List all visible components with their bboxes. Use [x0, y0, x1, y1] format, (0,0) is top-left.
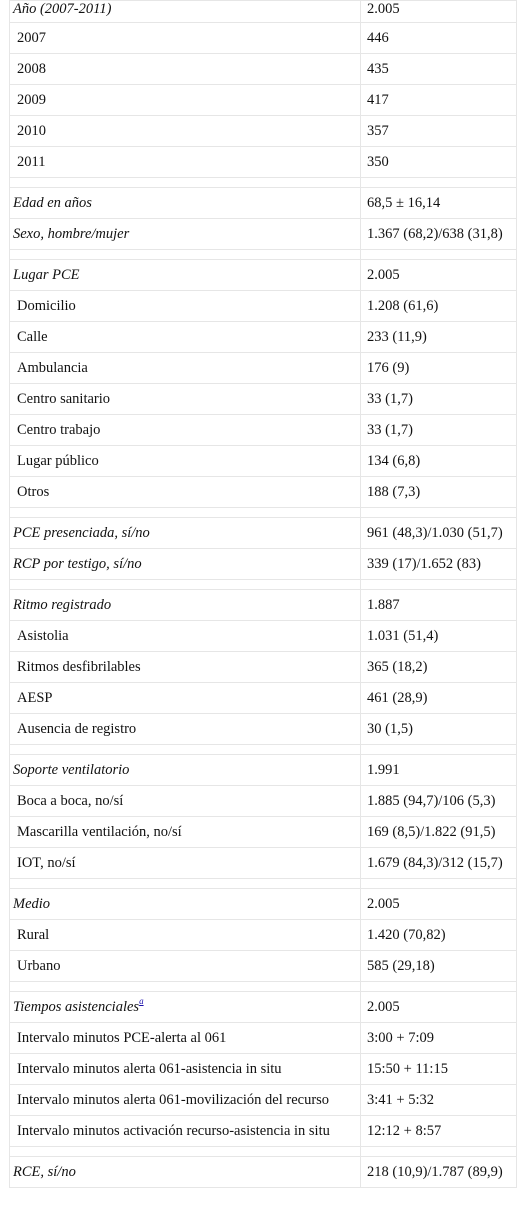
group-label: RCP por testigo, sí/no [10, 549, 361, 580]
row-label: Intervalo minutos activación recurso-asistencia in situ [10, 1116, 361, 1147]
spacer-row [10, 745, 517, 755]
group-value: 68,5 ± 16,14 [361, 188, 517, 219]
row-value: 134 (6,8) [361, 446, 517, 477]
row-value: 1.208 (61,6) [361, 291, 517, 322]
table-row [10, 848, 517, 879]
row-label: Intervalo minutos alerta 061-asistencia in situ [10, 1054, 361, 1085]
row-label: Ausencia de registro [10, 714, 361, 745]
table-row [10, 260, 517, 291]
table-row [10, 85, 517, 116]
group-label: Año (2007-2011) [10, 1, 361, 23]
row-value: 30 (1,5) [361, 714, 517, 745]
table-row [10, 1054, 517, 1085]
row-label: Rural [10, 920, 361, 951]
table-row [10, 755, 517, 786]
table-row [10, 817, 517, 848]
row-label: Centro sanitario [10, 384, 361, 415]
table-row [10, 415, 517, 446]
row-label: Mascarilla ventilación, no/sí [10, 817, 361, 848]
group-value: 1.991 [361, 755, 517, 786]
table-row [10, 322, 517, 353]
group-label: Edad en años [10, 188, 361, 219]
row-label: Centro trabajo [10, 415, 361, 446]
table-row [10, 621, 517, 652]
table-row [10, 992, 517, 1023]
row-value: 12:12 + 8:57 [361, 1116, 517, 1147]
table-row [10, 116, 517, 147]
row-label: 2007 [10, 23, 361, 54]
table-row [10, 1023, 517, 1054]
row-value: 461 (28,9) [361, 683, 517, 714]
row-label: IOT, no/sí [10, 848, 361, 879]
table-row [10, 590, 517, 621]
table-row [10, 446, 517, 477]
row-value: 417 [361, 85, 517, 116]
table-row [10, 889, 517, 920]
row-value: 435 [361, 54, 517, 85]
group-label: Lugar PCE [10, 260, 361, 291]
row-value: 233 (11,9) [361, 322, 517, 353]
row-label: 2008 [10, 54, 361, 85]
row-value: 169 (8,5)/1.822 (91,5) [361, 817, 517, 848]
table-row [10, 683, 517, 714]
table-row [10, 353, 517, 384]
table-row [10, 786, 517, 817]
row-label: Ritmos desfibrilables [10, 652, 361, 683]
spacer-row [10, 508, 517, 518]
row-label: AESP [10, 683, 361, 714]
table-row [10, 1085, 517, 1116]
table-row [10, 714, 517, 745]
group-value: 1.887 [361, 590, 517, 621]
group-label: Medio [10, 889, 361, 920]
row-value: 350 [361, 147, 517, 178]
data-table [9, 0, 517, 1188]
row-value: 188 (7,3) [361, 477, 517, 508]
spacer-row [10, 982, 517, 992]
table-row [10, 477, 517, 508]
row-label: 2009 [10, 85, 361, 116]
group-label: Soporte ventilatorio [10, 755, 361, 786]
group-value: 2.005 [361, 992, 517, 1023]
row-value: 1.420 (70,82) [361, 920, 517, 951]
row-label: Ambulancia [10, 353, 361, 384]
row-label: 2011 [10, 147, 361, 178]
row-value: 3:00 + 7:09 [361, 1023, 517, 1054]
row-value: 1.031 (51,4) [361, 621, 517, 652]
table-row [10, 291, 517, 322]
table-row [10, 518, 517, 549]
footnote-link[interactable]: a [139, 995, 144, 1006]
group-label: PCE presenciada, sí/no [10, 518, 361, 549]
group-label-text: Tiempos asistenciales [13, 998, 140, 1015]
table-row [10, 1, 517, 23]
table-row [10, 920, 517, 951]
table-row [10, 1116, 517, 1147]
spacer-row [10, 178, 517, 188]
row-label: Otros [10, 477, 361, 508]
row-value: 1.885 (94,7)/106 (5,3) [361, 786, 517, 817]
row-label: Asistolia [10, 621, 361, 652]
spacer-row [10, 1147, 517, 1157]
row-value: 446 [361, 23, 517, 54]
table-row [10, 54, 517, 85]
table-row [10, 23, 517, 54]
row-label: Domicilio [10, 291, 361, 322]
table-row [10, 384, 517, 415]
row-label: 2010 [10, 116, 361, 147]
group-label: Ritmo registrado [10, 590, 361, 621]
group-label: RCE, sí/no [10, 1157, 361, 1188]
table-row [10, 219, 517, 250]
row-value: 3:41 + 5:32 [361, 1085, 517, 1116]
row-label: Intervalo minutos alerta 061-movilización del recurso [10, 1085, 361, 1116]
group-label: Sexo, hombre/mujer [10, 219, 361, 250]
table-row [10, 1157, 517, 1188]
row-label: Urbano [10, 951, 361, 982]
group-value: 961 (48,3)/1.030 (51,7) [361, 518, 517, 549]
row-label: Intervalo minutos PCE-alerta al 061 [10, 1023, 361, 1054]
row-value: 1.679 (84,3)/312 (15,7) [361, 848, 517, 879]
spacer-row [10, 580, 517, 590]
table-row [10, 652, 517, 683]
row-label: Lugar público [10, 446, 361, 477]
group-value: 2.005 [361, 889, 517, 920]
row-value: 176 (9) [361, 353, 517, 384]
group-label [10, 992, 361, 1023]
table-row [10, 188, 517, 219]
table-row [10, 951, 517, 982]
spacer-row [10, 879, 517, 889]
group-value: 218 (10,9)/1.787 (89,9) [361, 1157, 517, 1188]
table-row [10, 549, 517, 580]
row-value: 585 (29,18) [361, 951, 517, 982]
row-label: Calle [10, 322, 361, 353]
group-value: 339 (17)/1.652 (83) [361, 549, 517, 580]
spacer-row [10, 250, 517, 260]
group-value: 1.367 (68,2)/638 (31,8) [361, 219, 517, 250]
table-body [10, 1, 517, 1188]
row-value: 33 (1,7) [361, 384, 517, 415]
group-value: 2.005 [361, 1, 517, 23]
row-value: 357 [361, 116, 517, 147]
table-row [10, 147, 517, 178]
row-value: 15:50 + 11:15 [361, 1054, 517, 1085]
row-label: Boca a boca, no/sí [10, 786, 361, 817]
row-value: 365 (18,2) [361, 652, 517, 683]
group-value: 2.005 [361, 260, 517, 291]
row-value: 33 (1,7) [361, 415, 517, 446]
